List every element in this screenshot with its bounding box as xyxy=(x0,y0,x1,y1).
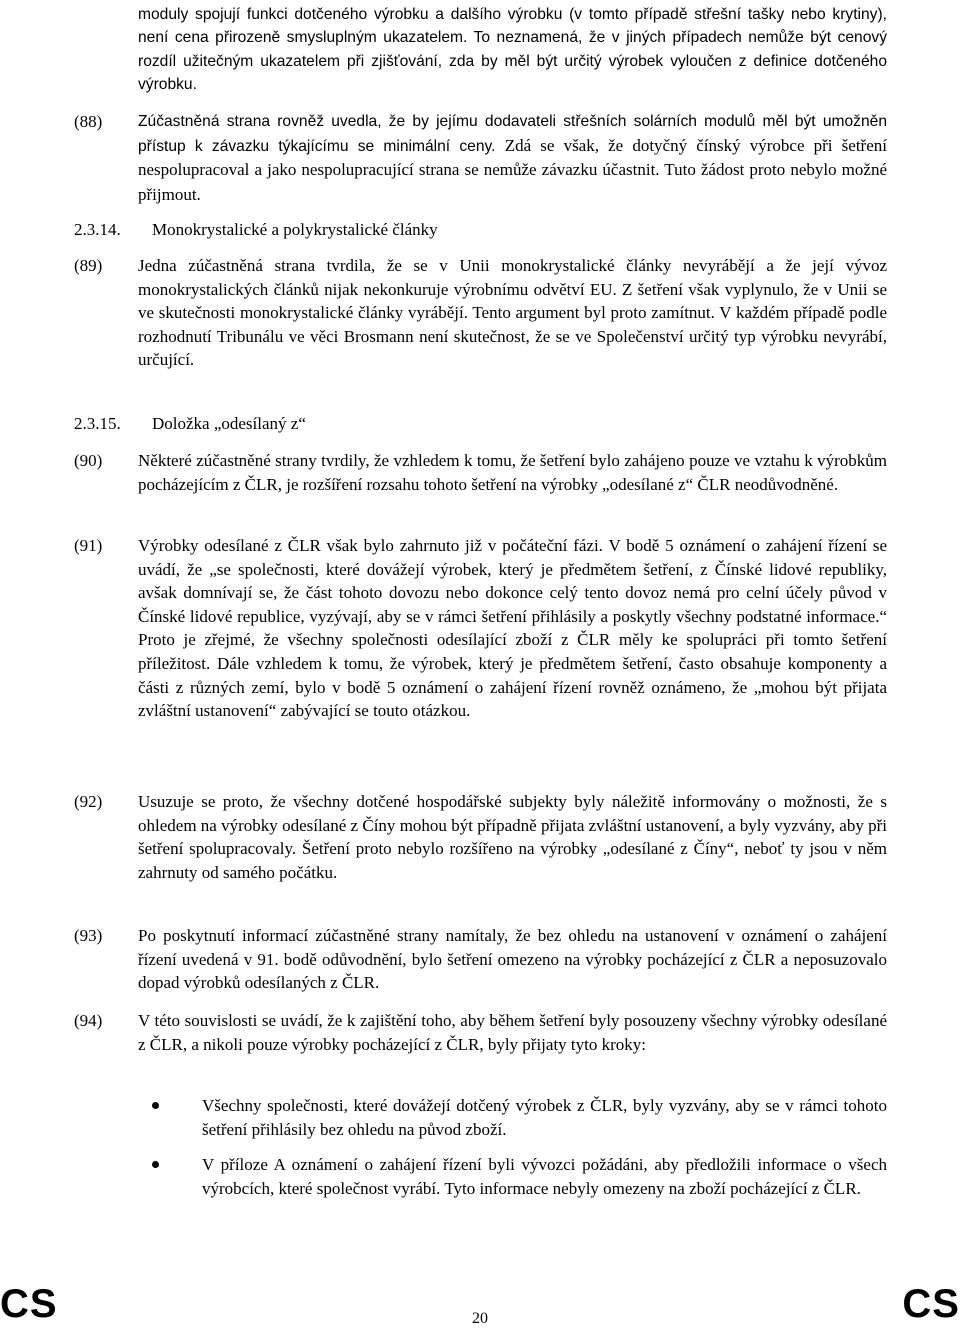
paragraph-text: Výrobky odesílané z ČLR však bylo zahrnuto již v počáteční fázi. V bodě 5 oznámení o zahájení řízení se uvádí, že „se společnosti, které dovážejí výrobek, který je předmětem šetření, z Čínské lidové republiky, avšak domnívají se, že část tohoto dovozu nebo dokonce celý tento dovoz nemá pro celní účely původ v Čínské lidové republice, vyzývají, aby se v rámci šetření přihlásily a poskytly všechny podstatné informace.“ Proto je zřejmé, že všechny společnosti odesílající zboží z ČLR měly ke spolupráci při tomto šetření příležitost. Dále vzhledem k tomu, že výrobek, který je předmětem šetření, často obsahuje komponenty a části z různých zemí, bylo v bodě 5 oznámení o zahájení řízení rovněž oznámeno, že „mohou být přijata zvláštní ustanovení“ zabývající se touto otázkou. xyxy=(138,536,887,721)
paragraph-89 xyxy=(74,254,887,372)
section-number: 2.3.14. xyxy=(74,220,121,239)
bullet-text: V příloze A oznámení o zahájení řízení byli vývozci požádáni, aby předložili informace o všech výrobcích, které společnost vyrábí. Tyto informace nebyly omezeny na zboží pocházející z ČLR. xyxy=(202,1155,887,1198)
section-title: Monokrystalické a polykrystalické články xyxy=(152,220,438,239)
paragraph-text: Po poskytnutí informací zúčastněné strany namítaly, že bez ohledu na ustanovení v oznámení o zahájení řízení uvedená v 91. bodě odůvodnění, bylo šetření omezeno na výrobky pocházející z ČLR a neposuzovalo dopad výrobků odesílaných z ČLR. xyxy=(138,926,887,993)
paragraph-93 xyxy=(74,924,887,995)
paragraph-90 xyxy=(74,449,887,496)
bullet-list xyxy=(74,1094,887,1200)
paragraph-text-2: Zdá se však, že dotyčný čínský výrobce při šetření nespolupracoval a jako nespolupracující strana se nemůže závazku účastnit. Tuto žádost proto nebylo možné přijmout. xyxy=(138,135,887,204)
intro-text: moduly spojují funkci dotčeného výrobku a dalšího výrobku (v tomto případě střešní tašky nebo krytiny), není cena přirozeně smysluplným ukazatelem. To neznamená, že v jiných případech nemůže být cenový rozdíl užitečným ukazatelem při zjišťování, zda by měl být určitý výrobek vyloučen z definice dotčeného výrobku. xyxy=(138,6,887,94)
bullet-item xyxy=(150,1153,887,1200)
paragraph-text: Usuzuje se proto, že všechny dotčené hospodářské subjekty byly náležitě informovány o možnosti, že s ohledem na výrobky odesílané z Číny mohou být případně přijata zvláštní ustanovení, a byly vyzvány, aby při šetření spolupracovaly. Šetření proto nebylo rozšířeno na výrobky „odesílané z Číny“, neboť ty jsou v něm zahrnuty od samého počátku. xyxy=(138,792,887,882)
paragraph-94 xyxy=(74,1009,887,1056)
paragraph-number: (91) xyxy=(74,536,103,555)
section-title: Doložka „odesílaný z“ xyxy=(152,414,306,433)
paragraph-text: V této souvislosti se uvádí, že k zajištění toho, aby během šetření byly posouzeny všechny výrobky odesílané z ČLR, a nikoli pouze výrobky pocházející z ČLR, byly přijaty tyto kroky: xyxy=(138,1011,887,1054)
paragraph-number: (94) xyxy=(74,1011,103,1030)
paragraph-number: (89) xyxy=(74,256,103,275)
bullet-dot-icon xyxy=(150,1094,202,1141)
page-number: 20 xyxy=(472,1310,488,1327)
language-code-left: CS xyxy=(0,1282,58,1326)
section-number: 2.3.15. xyxy=(74,414,121,433)
language-code-right: CS xyxy=(902,1282,960,1326)
section-heading-2-3-14 xyxy=(74,218,887,242)
paragraph-number: (93) xyxy=(74,926,103,945)
paragraph-text: Jedna zúčastněná strana tvrdila, že se v Unii monokrystalické články nevyrábějí a že její vývoz monokrystalických článků nijak nekonkuruje výrobnímu odvětví EU. Z šetření však vyplynulo, že v Unii se ve skutečnosti monokrystalické články vyrábějí. Tento argument byl proto zamítnut. V každém případě podle rozhodnutí Tribunálu ve věci Brosmann není skutečnost, že se ve Společenství určitý typ výrobku nevyrábí, určující. xyxy=(138,256,887,370)
intro-paragraph xyxy=(138,3,887,97)
paragraph-number: (92) xyxy=(74,792,103,811)
page-footer xyxy=(0,1280,960,1330)
paragraph-number: (90) xyxy=(74,451,103,470)
bullet-item xyxy=(150,1094,887,1141)
paragraph-91 xyxy=(74,534,887,723)
paragraph-88 xyxy=(74,110,887,207)
bullet-text: Všechny společnosti, které dovážejí dotčený výrobek z ČLR, byly vyzvány, aby se v rámci tohoto šetření přihlásily bez ohledu na původ zboží. xyxy=(202,1096,887,1139)
paragraph-number: (88) xyxy=(74,112,103,131)
paragraph-text: Zúčastněná strana rovněž uvedla, že by jejímu dodavateli střešních solárních modulů měl být umožněn přístup k závazku týkajícímu se minimální ceny. xyxy=(138,113,887,155)
section-heading-2-3-15 xyxy=(74,412,887,436)
paragraph-text: Některé zúčastněné strany tvrdily, že vzhledem k tomu, že šetření bylo zahájeno pouze ve vztahu k výrobkům pocházejícím z ČLR, je rozšíření rozsahu tohoto šetření na výrobky „odesílané z“ ČLR neodůvodněné. xyxy=(138,451,887,494)
bullet-dot-icon xyxy=(150,1153,202,1200)
paragraph-92 xyxy=(74,790,887,884)
